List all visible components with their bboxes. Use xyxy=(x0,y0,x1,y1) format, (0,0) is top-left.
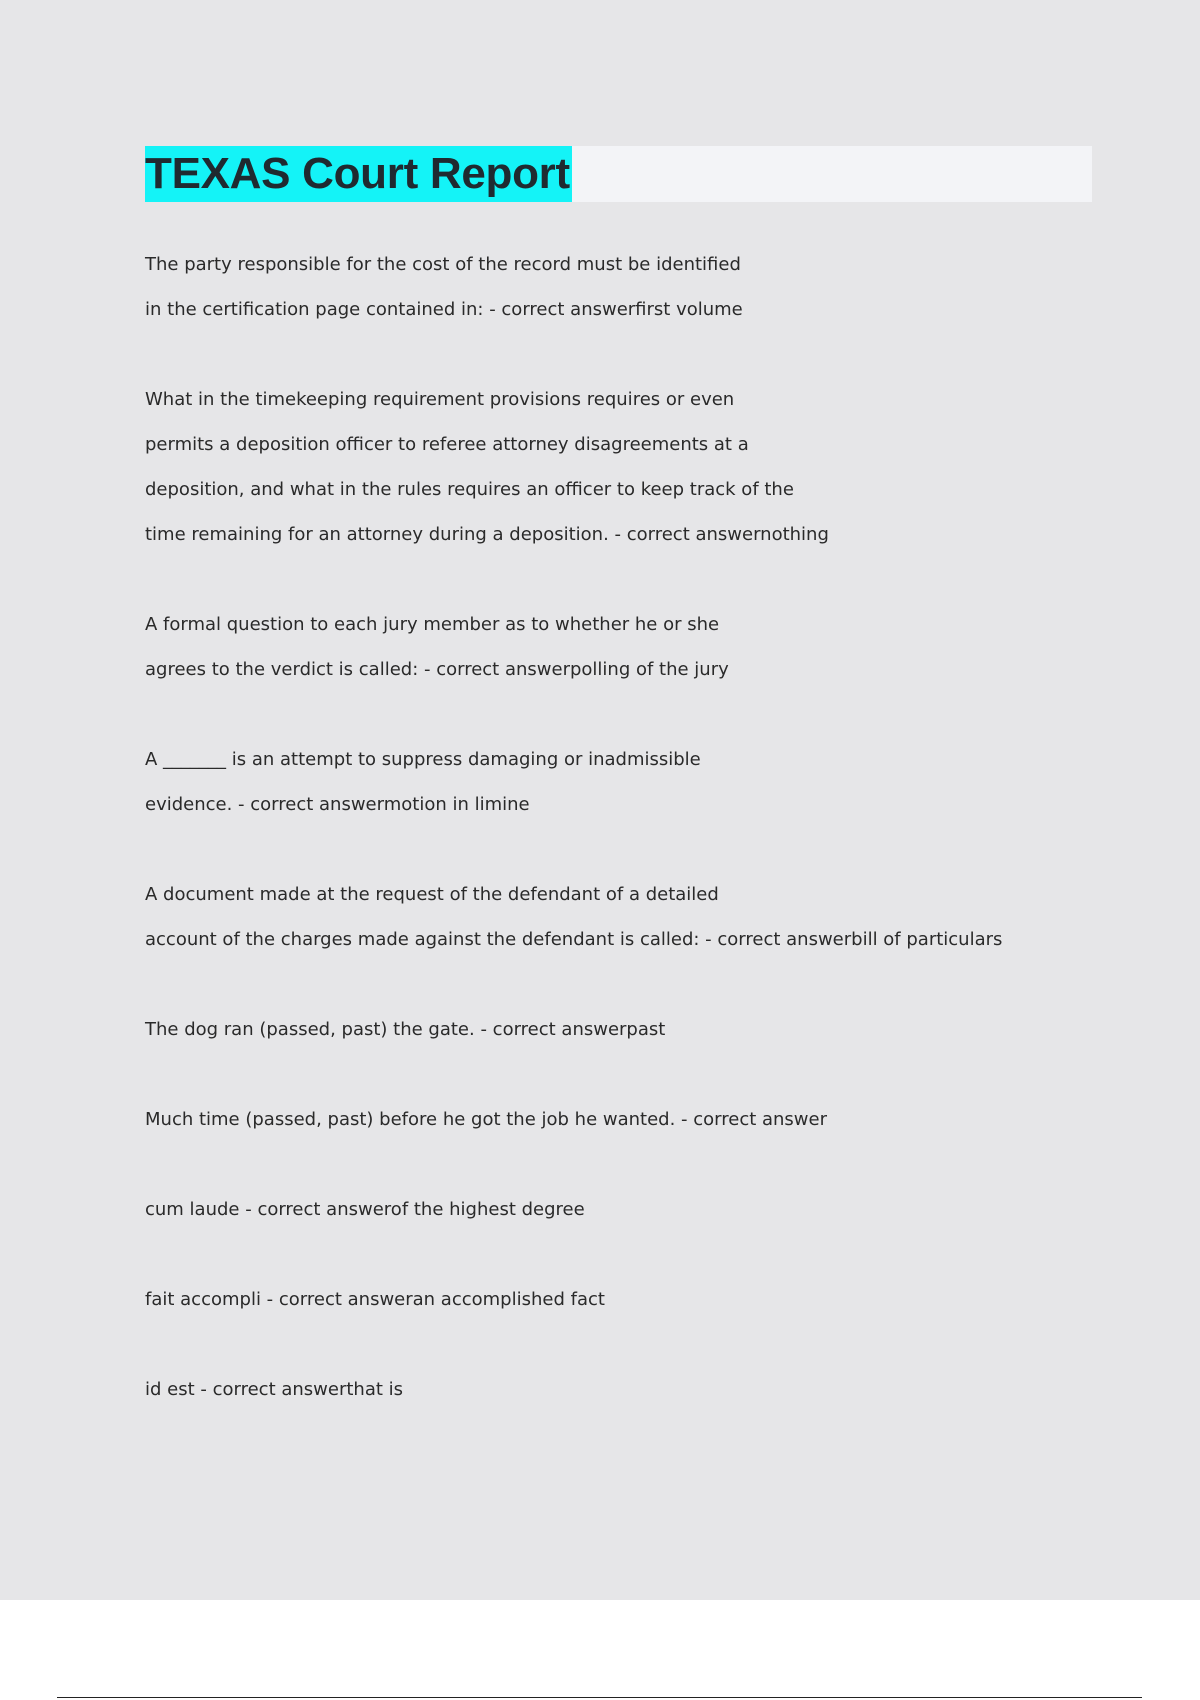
qa-item xyxy=(145,1007,1105,1052)
qa-line: evidence. - correct answermotion in limine xyxy=(145,794,530,815)
qa-line: in the certification page contained in: - correct answerfirst volume xyxy=(145,299,743,320)
qa-line: deposition, and what in the rules requires an officer to keep track of the xyxy=(145,479,794,500)
qa-line: id est - correct answerthat is xyxy=(145,1379,404,1400)
document-title: TEXAS Court Report xyxy=(145,149,570,198)
qa-line: agrees to the verdict is called: - correct answerpolling of the jury xyxy=(145,659,729,680)
qa-line: permits a deposition officer to referee attorney disagreements at a xyxy=(145,434,749,455)
qa-item xyxy=(145,1187,1105,1232)
qa-line: time remaining for an attorney during a deposition. - correct answernothing xyxy=(145,524,829,545)
footer-divider xyxy=(57,1697,1142,1698)
qa-line: Much time (passed, past) before he got the job he wanted. - correct answer xyxy=(145,1109,828,1130)
qa-line: The party responsible for the cost of the record must be identified xyxy=(145,254,741,275)
qa-item xyxy=(145,242,1105,332)
qa-item xyxy=(145,1097,1105,1142)
qa-item xyxy=(145,737,1105,827)
qa-line: cum laude - correct answerof the highest degree xyxy=(145,1199,585,1220)
qa-item xyxy=(145,377,1105,557)
qa-line: A _______ is an attempt to suppress damaging or inadmissible xyxy=(145,749,701,770)
qa-line: The dog ran (passed, past) the gate. - correct answerpast xyxy=(145,1019,666,1040)
qa-line: fait accompli - correct answeran accomplished fact xyxy=(145,1289,605,1310)
qa-item xyxy=(145,602,1105,692)
title-bar xyxy=(145,146,1092,202)
qa-line: What in the timekeeping requirement provisions requires or even xyxy=(145,389,735,410)
title-highlight xyxy=(145,146,572,202)
qa-list xyxy=(145,242,1105,1457)
qa-line: A document made at the request of the defendant of a detailed xyxy=(145,884,719,905)
qa-line: account of the charges made against the defendant is called: - correct answerbill of particulars xyxy=(145,929,1003,950)
qa-item xyxy=(145,1367,1105,1412)
qa-line: A formal question to each jury member as to whether he or she xyxy=(145,614,720,635)
qa-item xyxy=(145,872,1105,962)
qa-item xyxy=(145,1277,1105,1322)
